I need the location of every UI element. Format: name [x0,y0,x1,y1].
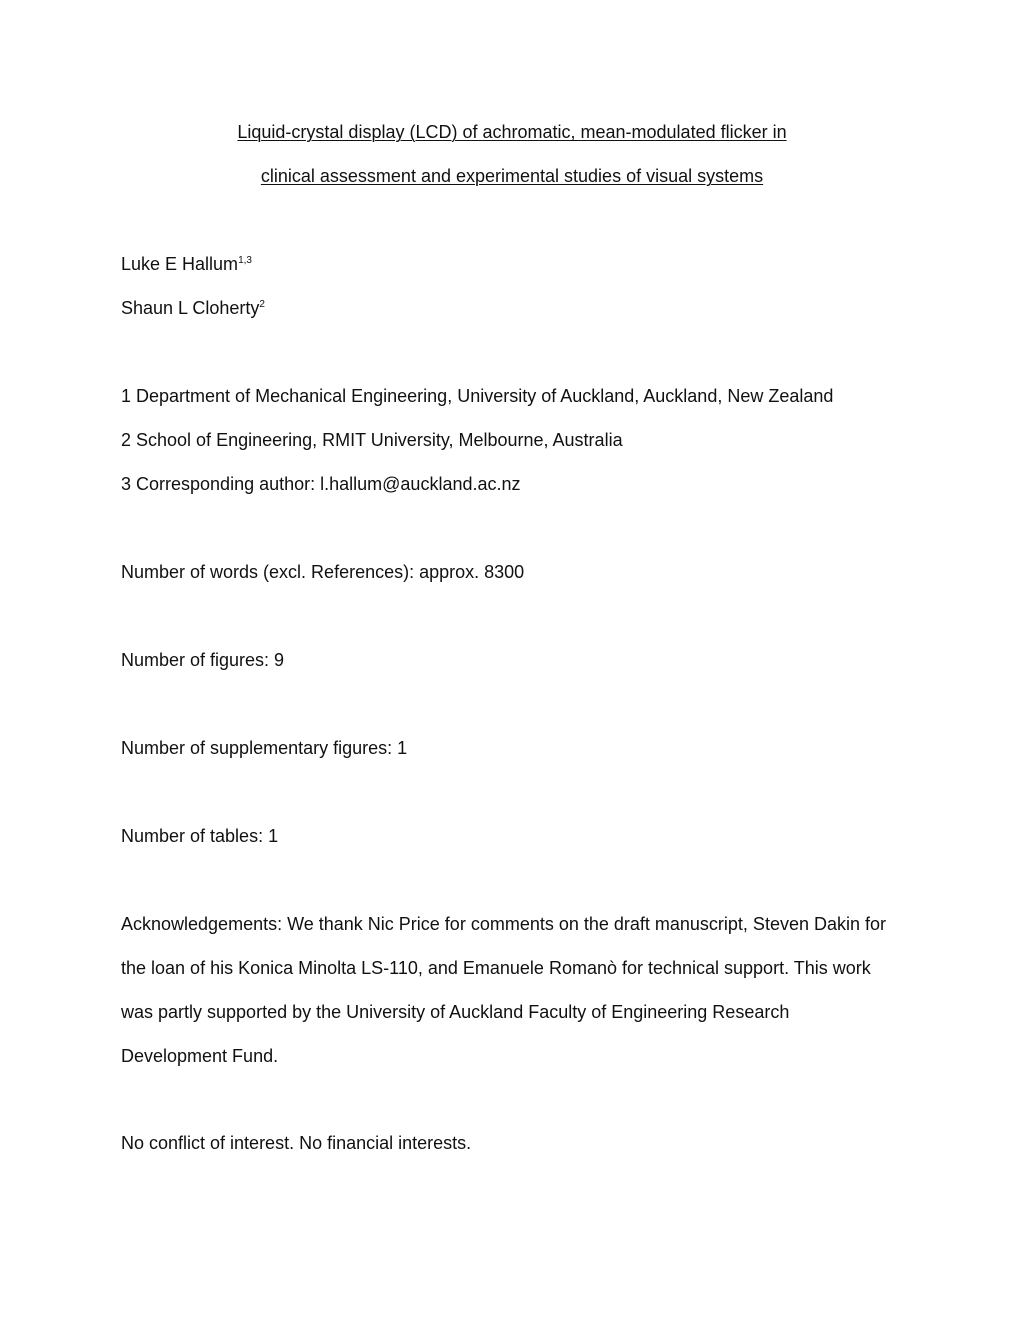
title-line-2 [0,165,1024,187]
author-1-name: Luke E Hallum [121,254,239,274]
table-count: Number of tables: 1 [121,826,279,846]
acknowledgements-line-2: the loan of his Konica Minolta LS-110, and Emanuele Romanò for technical support. This work [121,958,871,978]
author-1-affiliation: 1,3 [238,255,252,266]
affiliation-2: 2 School of Engineering, RMIT University, Melbourne, Australia [121,430,623,450]
title-line-1 [0,121,1024,143]
author-2-name: Shaun L Cloherty [121,298,260,318]
affiliation-1: 1 Department of Mechanical Engineering, University of Auckland, Auckland, New Zealand [121,386,834,406]
conflict-statement: No conflict of interest. No financial interests. [121,1133,472,1153]
title-text-1: Liquid-crystal display (LCD) of achromatic, mean-modulated flicker in [237,122,787,142]
title-text-2: clinical assessment and experimental studies of visual systems [260,166,764,186]
supplementary-figure-count: Number of supplementary figures: 1 [121,738,408,758]
figure-count: Number of figures: 9 [121,650,285,670]
author-2 [121,297,265,319]
author-1 [121,253,252,275]
acknowledgements-line-4: Development Fund. [121,1046,279,1066]
affiliation-3: 3 Corresponding author: l.hallum@auckland.ac.nz [121,474,521,494]
acknowledgements-line-1: Acknowledgements: We thank Nic Price for comments on the draft manuscript, Steven Dakin for [121,914,886,934]
acknowledgements-line-3: was partly supported by the University of Auckland Faculty of Engineering Research [121,1002,790,1022]
word-count: Number of words (excl. References): approx. 8300 [121,562,525,582]
author-2-affiliation: 2 [259,299,265,310]
